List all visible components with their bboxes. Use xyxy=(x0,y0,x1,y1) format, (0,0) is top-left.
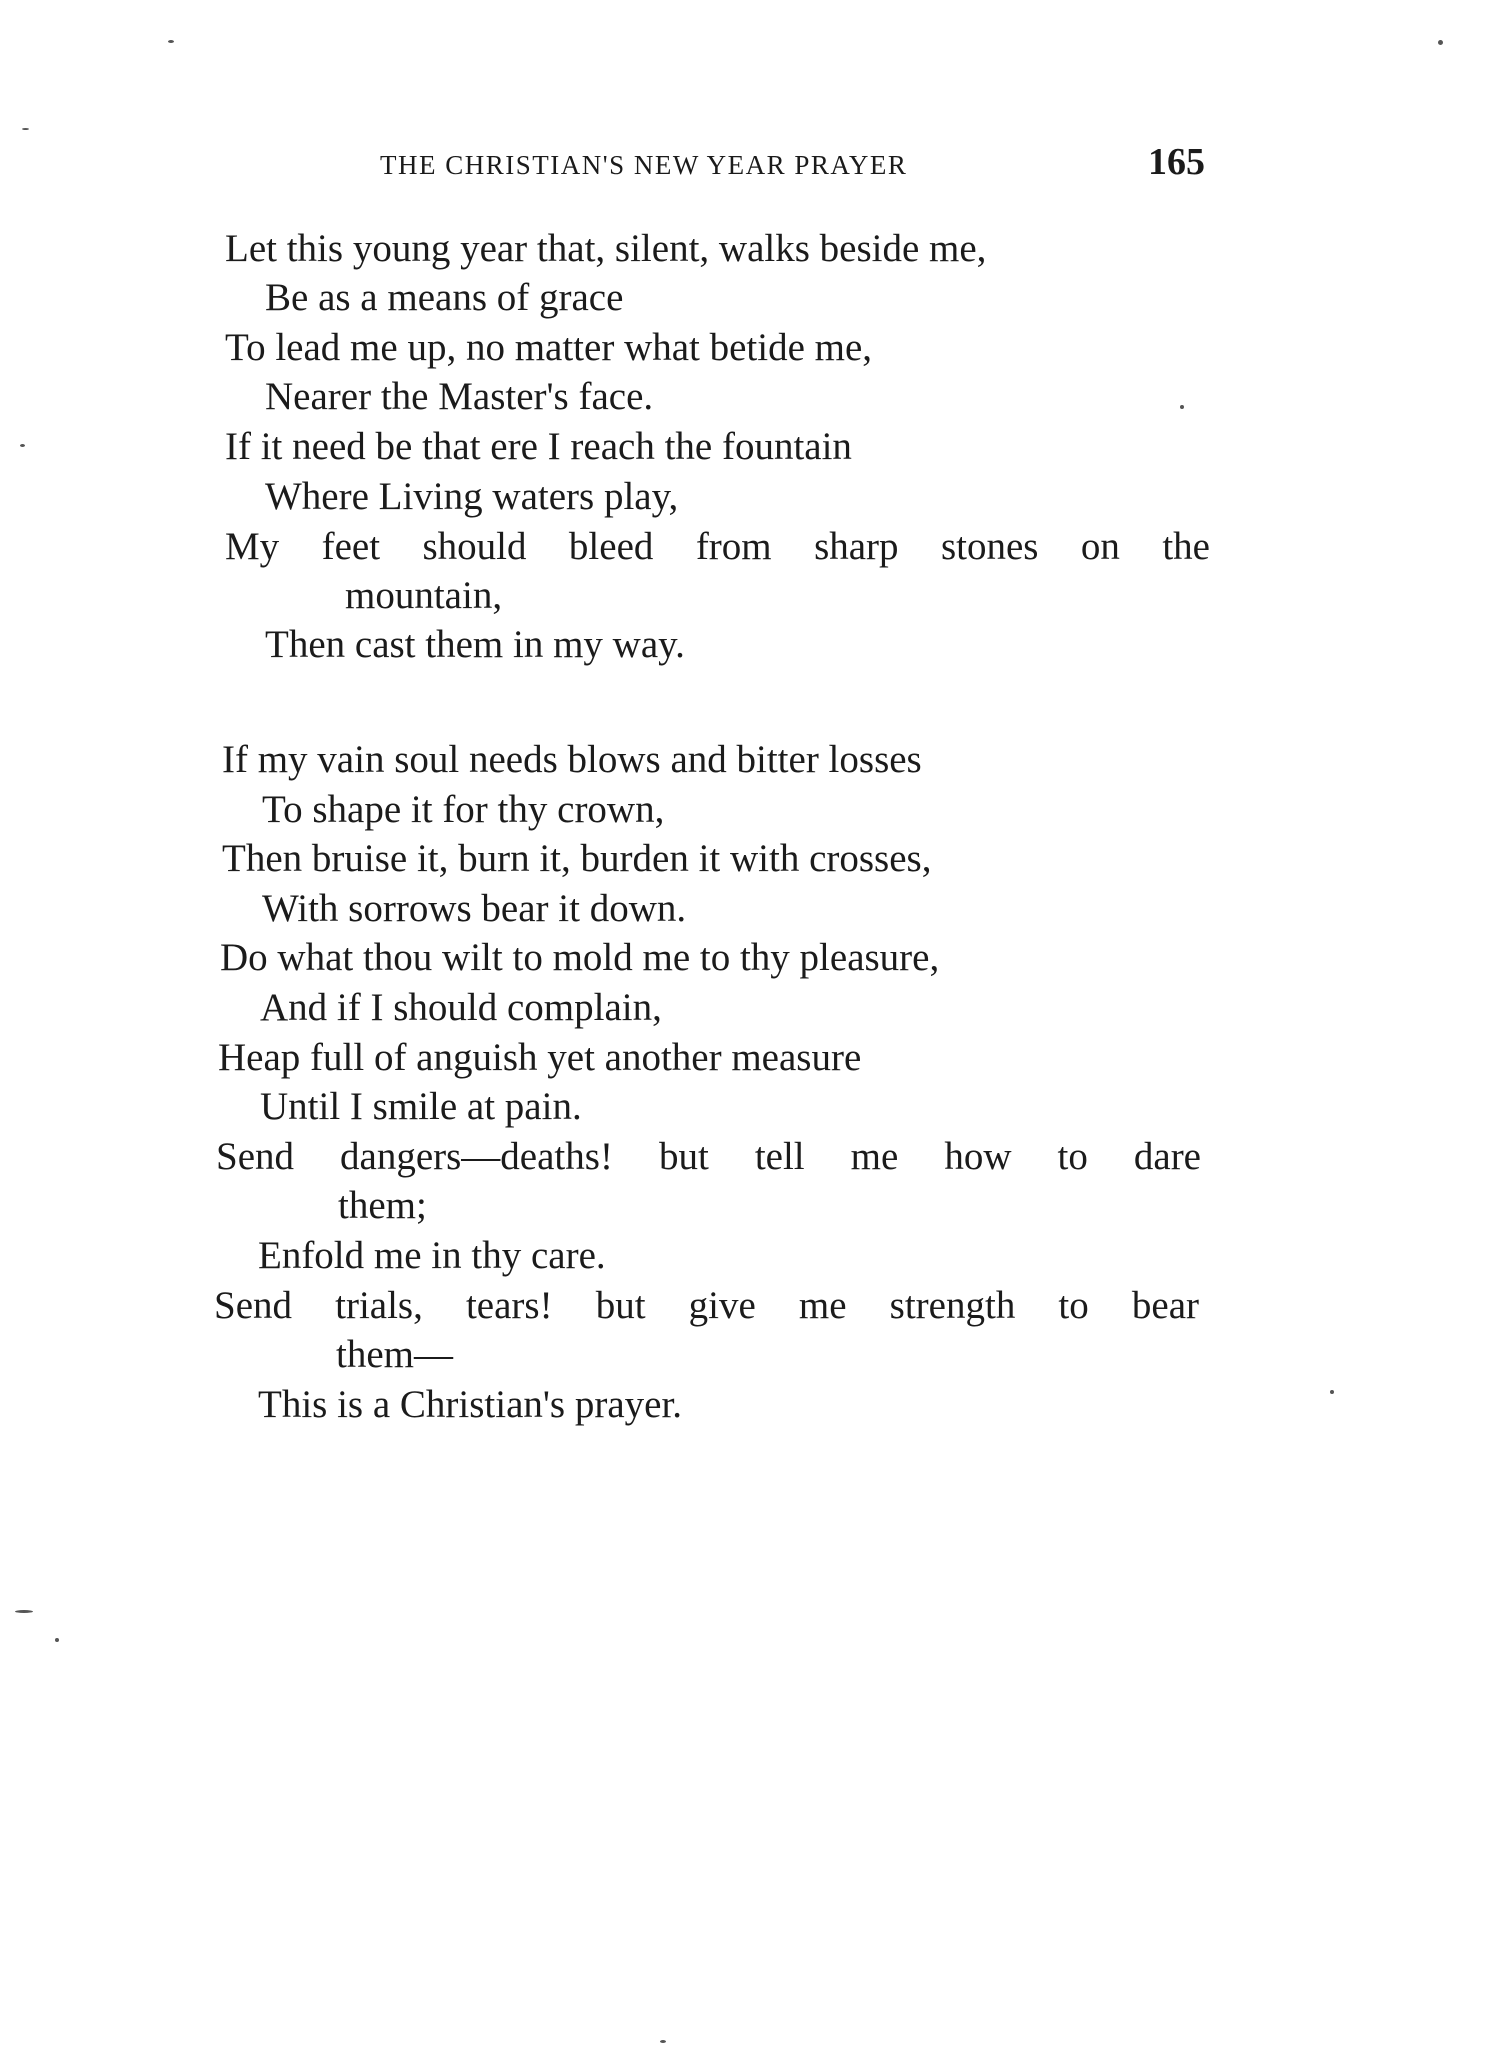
poem-line: And if I should complain, xyxy=(260,986,662,1029)
poem-line: them; xyxy=(338,1184,427,1227)
poem-line: Until I smile at pain. xyxy=(260,1085,582,1128)
poem-line: Heap full of anguish yet another measure xyxy=(218,1036,862,1079)
poem-line: To shape it for thy crown, xyxy=(262,788,665,831)
poem-line: With sorrows bear it down. xyxy=(262,887,687,930)
speck xyxy=(1438,40,1443,45)
speck xyxy=(55,1638,59,1642)
poem-line: If it need be that ere I reach the fountain xyxy=(225,425,852,468)
speck xyxy=(168,40,174,43)
poem-line: Do what thou wilt to mold me to thy pleasure, xyxy=(220,936,940,979)
poem-line: Let this young year that, silent, walks beside me, xyxy=(225,227,987,270)
speck xyxy=(1180,405,1184,409)
speck xyxy=(15,1610,33,1613)
poem-line: Send dangers—deaths! but tell me how to dare xyxy=(216,1135,1201,1178)
poem-line: Where Living waters play, xyxy=(265,475,679,518)
poem-line: This is a Christian's prayer. xyxy=(258,1383,683,1426)
poem-line: them— xyxy=(336,1333,453,1376)
poem-line: If my vain soul needs blows and bitter losses xyxy=(222,738,922,781)
page-number: 165 xyxy=(1148,141,1205,183)
poem-line: mountain, xyxy=(345,574,503,617)
speck xyxy=(22,128,29,130)
poem-line: My feet should bleed from sharp stones on the xyxy=(225,525,1210,568)
running-title: THE CHRISTIAN'S NEW YEAR PRAYER xyxy=(380,150,908,180)
poem-line: To lead me up, no matter what betide me, xyxy=(225,326,873,369)
poem-line: Nearer the Master's face. xyxy=(265,375,654,418)
poem-line: Send trials, tears! but give me strength to bear xyxy=(214,1284,1199,1327)
poem-line: Enfold me in thy care. xyxy=(258,1234,606,1277)
speck xyxy=(20,444,25,447)
speck xyxy=(660,2040,666,2043)
poem-line: Then cast them in my way. xyxy=(265,623,685,666)
poem-line: Be as a means of grace xyxy=(265,276,624,319)
poem-line: Then bruise it, burn it, burden it with crosses, xyxy=(222,837,932,880)
page-header xyxy=(0,140,1510,190)
speck xyxy=(1330,1390,1334,1394)
